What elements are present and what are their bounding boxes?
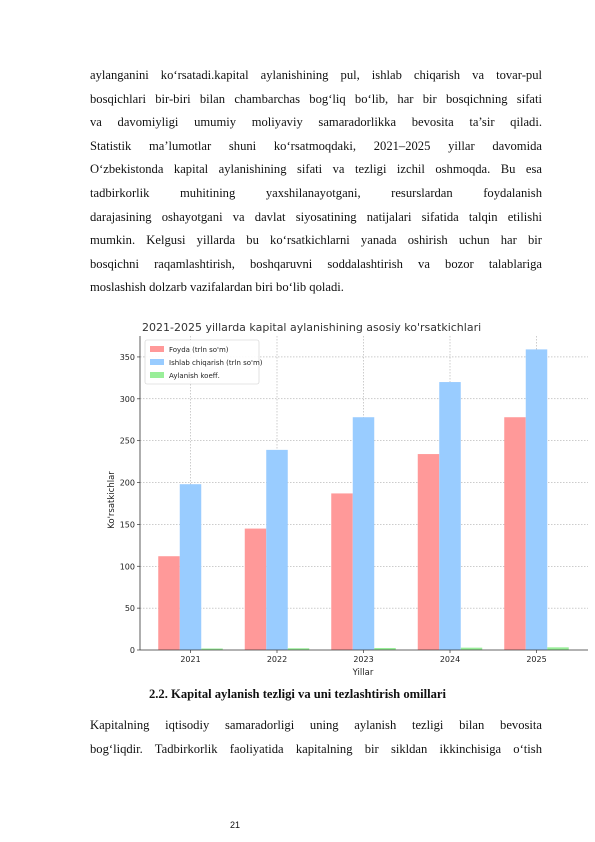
y-tick-label: 300 — [119, 394, 135, 404]
bar-0 — [331, 493, 353, 650]
chart-title: 2021-2025 yillarda kapital aylanishining asosiy ko'rsatkichlari — [142, 321, 482, 334]
bar-0 — [245, 529, 267, 650]
y-tick-label: 350 — [119, 352, 135, 362]
bar-1 — [180, 484, 202, 650]
y-tick-label: 50 — [124, 604, 135, 614]
x-tick-label: 2021 — [180, 655, 201, 664]
text-line: bosqichni raqamlashtirish, boshqaruvni soddalashtirish va bozor talablariga — [90, 256, 542, 271]
text-line: bog‘liqdir. Tadbirkorlik faoliyatida kapitalning bir sikldan ikkinchisiga o‘tish — [90, 741, 542, 756]
bar-1 — [526, 349, 548, 650]
bar-1 — [353, 417, 375, 650]
bar-0 — [158, 556, 180, 650]
y-tick-label: 0 — [129, 646, 135, 655]
x-tick-label: 2025 — [526, 655, 547, 664]
y-axis-label: Ko'rsatkichlar — [107, 471, 117, 529]
text-line: va davomiyligi umumiy moliyaviy samaradorlikka bevosita ta’sir qiladi. — [90, 115, 542, 130]
legend-label: Ishlab chiqarish (trln so'm) — [169, 359, 263, 367]
bar-1 — [266, 450, 288, 650]
text-line: moslashish dolzarb vazifalardan biri bo‘lib qoladi. — [90, 280, 344, 295]
bar-1 — [439, 382, 461, 650]
text-line: darajasining oshayotgani va davlat siyosatining natijalari sifatida talqin etilishi — [90, 209, 542, 224]
text-line: Statistik ma’lumotlar shuni ko‘rsatmoqdaki, 2021–2025 yillar davomida — [90, 138, 542, 153]
text-line: bosqichlari bir-biri bilan chambarchas bog‘liq bo‘lib, har bir bosqichning sifati — [90, 91, 542, 106]
legend-label: Aylanish koeff. — [169, 372, 220, 380]
bar-0 — [418, 454, 440, 650]
y-tick-label: 100 — [119, 562, 135, 572]
bar-chart — [100, 314, 590, 682]
legend-swatch — [150, 359, 164, 365]
legend-label: Foyda (trln so'm) — [169, 346, 229, 354]
body-paragraph-2 — [90, 714, 542, 761]
y-tick-label: 200 — [119, 478, 135, 488]
x-axis-label: Yillar — [352, 668, 374, 678]
text-line: mumkin. Kelgusi yillarda bu ko‘rsatkichlarni yanada oshirish uchun har bir — [90, 233, 542, 248]
x-tick-label: 2024 — [439, 655, 461, 664]
text-line: O‘zbekistonda kapital aylanishining sifati va tezligi izchil oshmoqda. Bu esa — [90, 162, 542, 177]
page-number: 21 — [230, 820, 241, 830]
bar-0 — [504, 417, 526, 650]
legend-swatch — [150, 346, 164, 352]
body-paragraph-1 — [90, 64, 542, 300]
bar-2 — [547, 647, 569, 650]
text-line: tadbirkorlik muhitining yaxshilanayotgani, resurslardan foydalanish — [90, 185, 542, 200]
text-line: Kapitalning iqtisodiy samaradorligi uning aylanish tezligi bilan bevosita — [90, 718, 542, 732]
section-heading: 2.2. Kapital aylanish tezligi va uni tezlashtirish omillari — [148, 687, 446, 701]
chart-legend — [145, 340, 263, 384]
x-tick-label: 2023 — [353, 655, 374, 664]
y-tick-label: 150 — [119, 520, 135, 530]
text-line: aylanganini ko‘rsatadi.kapital aylanishining pul, ishlab chiqarish va tovar-pul — [90, 68, 542, 82]
y-tick-label: 250 — [119, 436, 135, 446]
x-tick-label: 2022 — [266, 655, 288, 664]
legend-swatch — [150, 372, 164, 378]
